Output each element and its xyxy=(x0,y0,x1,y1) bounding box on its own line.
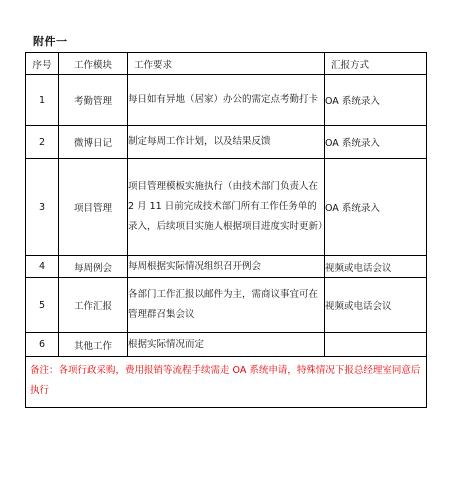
row-number: 6 xyxy=(26,333,59,357)
row-requirement: 每日如有异地（居家）办公的需定点考勤打卡 xyxy=(128,75,325,126)
row-report-method: OA 系统录入 xyxy=(325,159,427,256)
row-number: 5 xyxy=(26,278,59,333)
row-number: 4 xyxy=(26,256,59,278)
table-row xyxy=(26,126,427,159)
row-module: 考勤管理 xyxy=(59,75,128,126)
row-requirement: 每周根据实际情况组织召开例会 xyxy=(128,256,325,278)
header-module: 工作模块 xyxy=(59,53,128,75)
header-number: 序号 xyxy=(26,53,59,75)
note-row xyxy=(26,357,427,408)
row-module: 其他工作 xyxy=(59,333,128,357)
table-row xyxy=(26,278,427,333)
work-requirements-table xyxy=(25,52,427,408)
row-requirement: 项目管理模板实施执行（由技术部门负责人在 2 月 11 日前完成技术部门所有工作任务单的录入，后续项目实施人根据项目进度实时更新） xyxy=(128,159,325,256)
row-module: 工作汇报 xyxy=(59,278,128,333)
row-module: 微博日记 xyxy=(59,126,128,159)
row-number: 1 xyxy=(26,75,59,126)
row-module: 项目管理 xyxy=(59,159,128,256)
row-requirement: 根据实际情况而定 xyxy=(128,333,325,357)
row-report-method: OA 系统录入 xyxy=(325,75,427,126)
row-requirement: 制定每周工作计划，以及结果反馈 xyxy=(128,126,325,159)
row-report-method: 视频或电话会议 xyxy=(325,278,427,333)
row-report-method: OA 系统录入 xyxy=(325,126,427,159)
row-number: 3 xyxy=(26,159,59,256)
table-row xyxy=(26,256,427,278)
row-report-method: 视频或电话会议 xyxy=(325,256,427,278)
table-row xyxy=(26,75,427,126)
document-title: 附件一 xyxy=(33,35,68,48)
header-report-method: 汇报方式 xyxy=(325,53,427,75)
table-row xyxy=(26,333,427,357)
row-module: 每周例会 xyxy=(59,256,128,278)
row-requirement: 各部门工作汇报以邮件为主，需商议事宜可在管理群召集会议 xyxy=(128,278,325,333)
row-report-method xyxy=(325,333,427,357)
table-header-row xyxy=(26,53,427,75)
row-number: 2 xyxy=(26,126,59,159)
table-note: 备注：各项行政采购，费用报销等流程手续需走 OA 系统申请，特殊情况下报总经理室同意后执行 xyxy=(26,357,427,408)
header-requirement: 工作要求 xyxy=(128,53,325,75)
table-row xyxy=(26,159,427,256)
